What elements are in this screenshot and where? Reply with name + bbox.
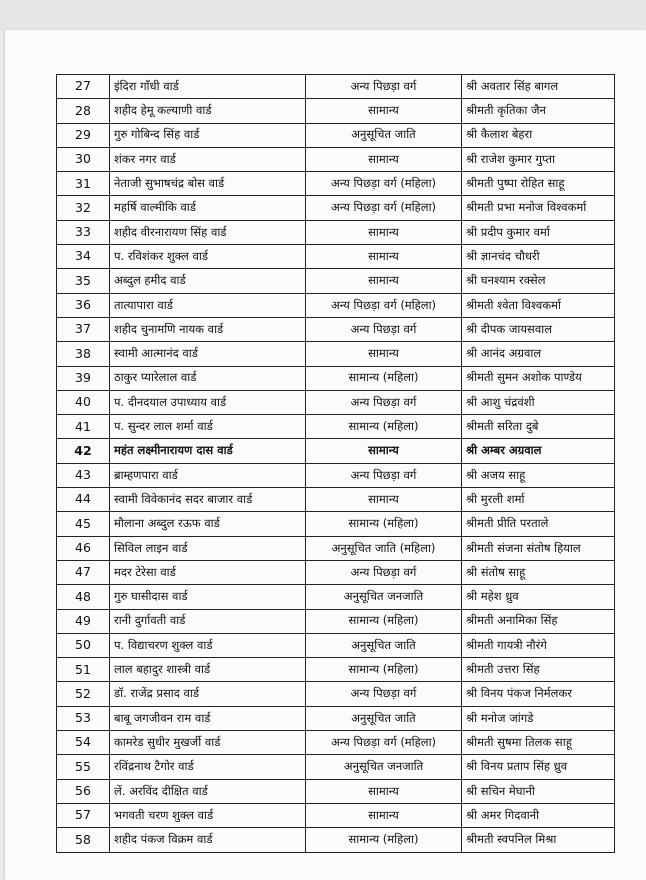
councillor-name-cell: श्री दीपक जायसवाल (462, 317, 615, 341)
councillor-name-cell: श्री घनश्याम रक्सेल (462, 269, 615, 293)
table-row (57, 147, 615, 171)
ward-table-body (57, 75, 615, 853)
ward-number-cell: 50 (57, 633, 110, 657)
reservation-category-cell: सामान्य (महिला) (306, 415, 462, 439)
councillor-name-cell: श्री विनय प्रताप सिंह ध्रुव (462, 755, 615, 779)
councillor-name-cell: श्रीमती स्वपनिल मिश्रा (462, 828, 615, 852)
ward-number-cell: 33 (57, 220, 110, 244)
reservation-category-cell: सामान्य (महिला) (306, 658, 462, 682)
ward-name-cell: महंत लक्ष्मीनारायण दास वार्ड (110, 439, 306, 463)
councillor-name-cell: श्री अमर गिदवानी (462, 803, 615, 827)
table-row (57, 512, 615, 536)
reservation-category-cell: अनुसूचित जनजाति (306, 585, 462, 609)
reservation-category-cell: सामान्य (306, 99, 462, 123)
ward-name-cell: अब्दुल हमीद वार्ड (110, 269, 306, 293)
councillor-name-cell: श्री संतोष साहू (462, 560, 615, 584)
councillor-name-cell: श्री विनय पंकज निर्मलकर (462, 682, 615, 706)
ward-number-cell: 39 (57, 366, 110, 390)
reservation-category-cell: सामान्य (306, 342, 462, 366)
ward-number-cell: 30 (57, 147, 110, 171)
ward-number-cell: 44 (57, 488, 110, 512)
ward-name-cell: शहीद हेमू कल्याणी वार्ड (110, 99, 306, 123)
reservation-category-cell: अनुसूचित जाति (306, 633, 462, 657)
reservation-category-cell: सामान्य (महिला) (306, 609, 462, 633)
ward-number-cell: 55 (57, 755, 110, 779)
councillor-name-cell: श्रीमती अनामिका सिंह (462, 609, 615, 633)
table-row (57, 293, 615, 317)
reservation-category-cell: सामान्य (306, 220, 462, 244)
reservation-category-cell: अन्य पिछड़ा वर्ग (306, 317, 462, 341)
ward-name-cell: प. सुन्दर लाल शर्मा वार्ड (110, 415, 306, 439)
table-row (57, 75, 615, 99)
ward-number-cell: 49 (57, 609, 110, 633)
table-row (57, 390, 615, 414)
ward-number-cell: 31 (57, 172, 110, 196)
councillor-name-cell: श्रीमती उत्तरा सिंह (462, 658, 615, 682)
table-row (57, 342, 615, 366)
table-row (57, 828, 615, 852)
ward-number-cell: 28 (57, 99, 110, 123)
ward-number-cell: 43 (57, 463, 110, 487)
ward-number-cell: 29 (57, 123, 110, 147)
ward-name-cell: स्वामी आत्मानंद वार्ड (110, 342, 306, 366)
table-row (57, 439, 615, 463)
councillor-name-cell: श्रीमती कृतिका जैन (462, 99, 615, 123)
reservation-category-cell: सामान्य (306, 269, 462, 293)
councillor-name-cell: श्रीमती संजना संतोष हियाल (462, 536, 615, 560)
ward-number-cell: 47 (57, 560, 110, 584)
ward-name-cell: बाबू जगजीवन राम वार्ड (110, 706, 306, 730)
table-row (57, 366, 615, 390)
table-row (57, 196, 615, 220)
ward-number-cell: 48 (57, 585, 110, 609)
table-row (57, 123, 615, 147)
ward-name-cell: कामरेड सुधीर मुखर्जी वार्ड (110, 731, 306, 755)
table-row (57, 779, 615, 803)
councillor-name-cell: श्री प्रदीप कुमार वर्मा (462, 220, 615, 244)
councillor-name-cell: श्री सचिन मेघानी (462, 779, 615, 803)
ward-name-cell: भगवती चरण शुक्ल वार्ड (110, 803, 306, 827)
ward-number-cell: 58 (57, 828, 110, 852)
ward-name-cell: शंकर नगर वार्ड (110, 147, 306, 171)
ward-number-cell: 36 (57, 293, 110, 317)
reservation-category-cell: अन्य पिछड़ा वर्ग (महिला) (306, 731, 462, 755)
councillor-name-cell: श्रीमती सुषमा तिलक साहू (462, 731, 615, 755)
ward-name-cell: प. दीनदयाल उपाध्याय वार्ड (110, 390, 306, 414)
councillor-name-cell: श्री राजेश कुमार गुप्ता (462, 147, 615, 171)
reservation-category-cell: अन्य पिछड़ा वर्ग (306, 75, 462, 99)
councillor-name-cell: श्री कैलाश बेहरा (462, 123, 615, 147)
ward-name-cell: शहीद वीरनारायण सिंह वार्ड (110, 220, 306, 244)
reservation-category-cell: अन्य पिछड़ा वर्ग (महिला) (306, 196, 462, 220)
ward-name-cell: प. रविशंकर शुक्ल वार्ड (110, 245, 306, 269)
reservation-category-cell: सामान्य (306, 245, 462, 269)
reservation-category-cell: अनुसूचित जाति (306, 123, 462, 147)
table-row (57, 609, 615, 633)
ward-number-cell: 32 (57, 196, 110, 220)
table-row (57, 172, 615, 196)
councillor-name-cell: श्री ज्ञानचंद चौधरी (462, 245, 615, 269)
councillor-name-cell: श्रीमती सरिता दुबे (462, 415, 615, 439)
ward-number-cell: 27 (57, 75, 110, 99)
table-row (57, 245, 615, 269)
reservation-category-cell: अनुसूचित जनजाति (306, 755, 462, 779)
reservation-category-cell: सामान्य (306, 488, 462, 512)
councillor-name-cell: श्रीमती सुमन अशोक पाण्डेय (462, 366, 615, 390)
ward-name-cell: तात्यापारा वार्ड (110, 293, 306, 317)
reservation-category-cell: अन्य पिछड़ा वर्ग (306, 682, 462, 706)
top-bar (0, 0, 646, 30)
ward-name-cell: शहीद पंकज विक्रम वार्ड (110, 828, 306, 852)
reservation-category-cell: सामान्य (महिला) (306, 828, 462, 852)
ward-name-cell: लाल बहादुर शास्त्री वार्ड (110, 658, 306, 682)
ward-number-cell: 38 (57, 342, 110, 366)
ward-name-cell: ब्राम्हणपारा वार्ड (110, 463, 306, 487)
ward-name-cell: सिविल लाइन वार्ड (110, 536, 306, 560)
reservation-category-cell: अन्य पिछड़ा वर्ग (306, 560, 462, 584)
table-row (57, 415, 615, 439)
table-row (57, 731, 615, 755)
reservation-category-cell: सामान्य (306, 779, 462, 803)
ward-number-cell: 52 (57, 682, 110, 706)
ward-number-cell: 37 (57, 317, 110, 341)
table-row (57, 803, 615, 827)
ward-number-cell: 45 (57, 512, 110, 536)
councillor-name-cell: श्रीमती प्रभा मनोज विश्वकर्मा (462, 196, 615, 220)
ward-name-cell: गुरु गोबिन्द सिंह वार्ड (110, 123, 306, 147)
reservation-category-cell: अनुसूचित जाति (महिला) (306, 536, 462, 560)
reservation-category-cell: सामान्य (महिला) (306, 512, 462, 536)
reservation-category-cell: अन्य पिछड़ा वर्ग (306, 390, 462, 414)
ward-name-cell: रविंद्रनाथ टैगोर वार्ड (110, 755, 306, 779)
councillor-name-cell: श्री आशु चंद्रवंशी (462, 390, 615, 414)
ward-name-cell: मदर टेरेसा वार्ड (110, 560, 306, 584)
reservation-category-cell: सामान्य (महिला) (306, 366, 462, 390)
reservation-category-cell: सामान्य (306, 439, 462, 463)
reservation-category-cell: अन्य पिछड़ा वर्ग (महिला) (306, 293, 462, 317)
table-row (57, 220, 615, 244)
ward-name-cell: महर्षि वाल्मीकि वार्ड (110, 196, 306, 220)
councillor-name-cell: श्री अजय साहू (462, 463, 615, 487)
table-row (57, 269, 615, 293)
councillor-name-cell: श्रीमती पुष्पा रोहित साहू (462, 172, 615, 196)
ward-number-cell: 46 (57, 536, 110, 560)
ward-name-cell: डॉ. राजेंद्र प्रसाद वार्ड (110, 682, 306, 706)
councillor-name-cell: श्रीमती प्रीति परताले (462, 512, 615, 536)
ward-name-cell: प. विद्याचरण शुक्ल वार्ड (110, 633, 306, 657)
table-row (57, 755, 615, 779)
councillor-name-cell: श्री आनंद अग्रवाल (462, 342, 615, 366)
ward-name-cell: स्वामी विवेकानंद सदर बाजार वार्ड (110, 488, 306, 512)
councillor-name-cell: श्रीमती श्वेता विश्वकर्मा (462, 293, 615, 317)
table-row (57, 682, 615, 706)
reservation-category-cell: अनुसूचित जाति (306, 706, 462, 730)
ward-name-cell: इंदिरा गाँधी वार्ड (110, 75, 306, 99)
table-row (57, 463, 615, 487)
reservation-category-cell: अन्य पिछड़ा वर्ग (306, 463, 462, 487)
ward-number-cell: 53 (57, 706, 110, 730)
councillor-name-cell: श्री महेश ध्रुव (462, 585, 615, 609)
reservation-category-cell: अन्य पिछड़ा वर्ग (महिला) (306, 172, 462, 196)
ward-name-cell: शहीद चुनामणि नायक वार्ड (110, 317, 306, 341)
councillor-name-cell: श्रीमती गायत्री नौरंगे (462, 633, 615, 657)
ward-number-cell: 40 (57, 390, 110, 414)
councillor-name-cell: श्री मुरली शर्मा (462, 488, 615, 512)
ward-number-cell: 41 (57, 415, 110, 439)
ward-number-cell: 56 (57, 779, 110, 803)
ward-number-cell: 35 (57, 269, 110, 293)
table-row (57, 488, 615, 512)
ward-number-cell: 42 (57, 439, 110, 463)
table-row (57, 99, 615, 123)
reservation-category-cell: सामान्य (306, 147, 462, 171)
ward-name-cell: ठाकुर प्यारेलाल वार्ड (110, 366, 306, 390)
ward-name-cell: रानी दुर्गावती वार्ड (110, 609, 306, 633)
table-row (57, 536, 615, 560)
ward-number-cell: 54 (57, 731, 110, 755)
councillor-name-cell: श्री अम्बर अग्रवाल (462, 439, 615, 463)
councillor-name-cell: श्री अवतार सिंह बागल (462, 75, 615, 99)
ward-name-cell: लें. अरविंद दीक्षित वार्ड (110, 779, 306, 803)
ward-number-cell: 57 (57, 803, 110, 827)
table-row (57, 633, 615, 657)
reservation-category-cell: सामान्य (306, 803, 462, 827)
councillor-name-cell: श्री मनोज जांगडे (462, 706, 615, 730)
ward-name-cell: मौलाना अब्दुल रऊफ वार्ड (110, 512, 306, 536)
table-row (57, 658, 615, 682)
table-row (57, 317, 615, 341)
table-row (57, 706, 615, 730)
ward-number-cell: 34 (57, 245, 110, 269)
ward-table (56, 74, 615, 853)
table-row (57, 560, 615, 584)
ward-name-cell: गुरु घासीदास वार्ड (110, 585, 306, 609)
ward-name-cell: नेताजी सुभाषचंद्र बोस वार्ड (110, 172, 306, 196)
ward-number-cell: 51 (57, 658, 110, 682)
table-row (57, 585, 615, 609)
